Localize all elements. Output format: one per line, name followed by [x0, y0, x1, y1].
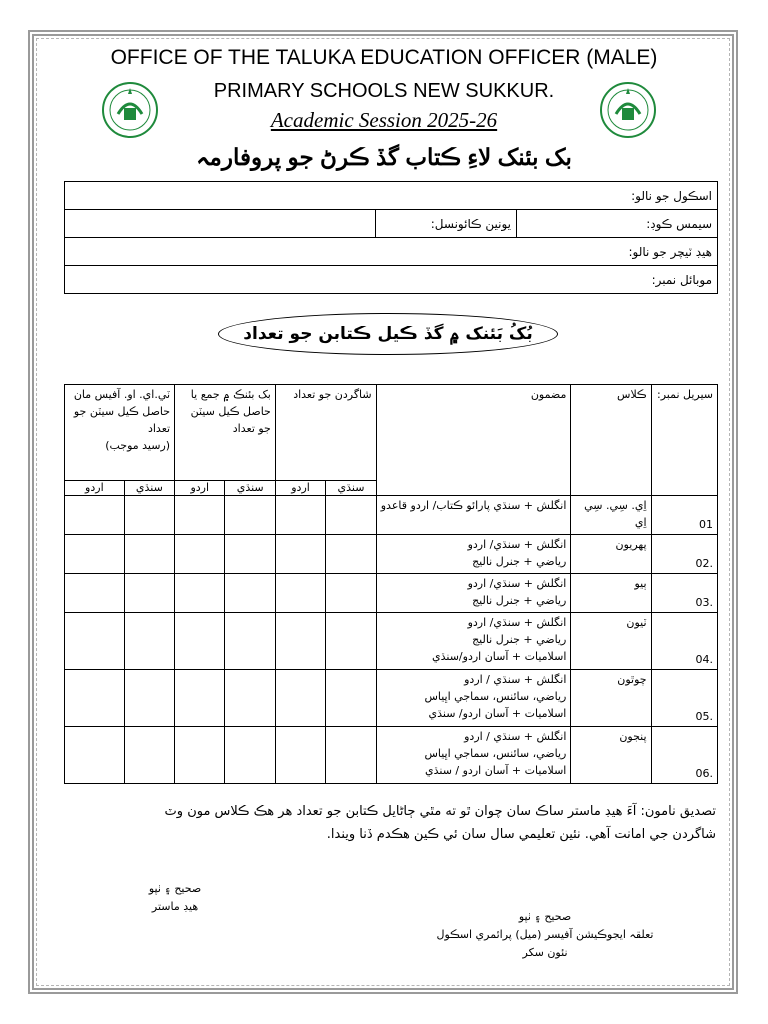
count-cell[interactable]	[225, 670, 275, 727]
signature-stamp-label: صحيح ۽ ٺپو	[148, 882, 202, 895]
count-cell[interactable]	[175, 727, 225, 784]
teo-signature	[400, 908, 690, 962]
teo-label: ٽي.اي. او. آفيس مان حاصل ڪيل سيٽن جو تعداد	[73, 388, 171, 435]
head-master-signature	[130, 880, 220, 916]
row-serial: .05	[651, 670, 717, 727]
count-cell[interactable]	[65, 574, 125, 613]
table-row	[65, 670, 718, 727]
count-cell[interactable]	[175, 496, 225, 535]
count-cell[interactable]	[326, 613, 376, 670]
header-teo-office	[65, 385, 175, 481]
row-class: ٽيون	[571, 613, 651, 670]
count-cell[interactable]	[175, 670, 225, 727]
count-cell[interactable]	[175, 613, 225, 670]
count-cell[interactable]	[124, 670, 174, 727]
count-cell[interactable]	[275, 496, 325, 535]
office-title: OFFICE OF THE TALUKA EDUCATION OFFICER (MALE)	[110, 46, 658, 69]
row-subject: انگلش + سنڌي / اردو رياضي، سائنس، سماجي اڀياس اسلاميات + آسان اردو / سنڌي	[376, 727, 571, 784]
count-cell[interactable]	[326, 727, 376, 784]
teo-note: (رسيد موجب)	[105, 439, 171, 452]
section-title: بُکُ بَئنک ۾ گڏ ڪيل ڪتابن جو تعداد	[218, 313, 558, 355]
row-class: پهريون	[571, 535, 651, 574]
declaration-line-1: تصديق نامون: آءَ هيڊ ماستر ساڪ سان چوان ٿو ته مٿي ڄاڻايل ڪتابن جو تعداد هر هڪ ڪلاس مون وٽ	[164, 804, 716, 819]
row-subject: انگلش + سنڌي/ اردو رياضي + جنرل نالیج	[376, 535, 571, 574]
count-cell[interactable]	[326, 574, 376, 613]
row-class: ٻيو	[571, 574, 651, 613]
count-cell[interactable]	[326, 670, 376, 727]
location-label: نئون سکر	[522, 946, 568, 959]
header-serial: سيريل نمبر:	[651, 385, 717, 496]
row-serial: .03	[651, 574, 717, 613]
sub-sindhi: سنڌي	[124, 481, 174, 496]
count-cell[interactable]	[175, 574, 225, 613]
row-class: چوٿون	[571, 670, 651, 727]
row-serial: 01	[651, 496, 717, 535]
count-cell[interactable]	[275, 613, 325, 670]
head-teacher-field[interactable]: هيڊ ٽيچر جو نالو:	[65, 238, 718, 266]
header-students: شاگردن جو تعداد	[275, 385, 376, 481]
count-cell[interactable]	[275, 574, 325, 613]
count-cell[interactable]	[275, 535, 325, 574]
row-class: پنجون	[571, 727, 651, 784]
row-serial: .02	[651, 535, 717, 574]
table-row	[65, 574, 718, 613]
form-title: بک بئنک لاءِ ڪتاب گڏ ڪرڻ جو پروفارمہ	[196, 144, 572, 170]
head-master-label: هيڊ ماستر	[151, 900, 199, 913]
table-row	[65, 613, 718, 670]
sub-urdu: اردو	[175, 481, 225, 496]
row-class: اِي. سِي. سِي اِي	[571, 496, 651, 535]
count-cell[interactable]	[124, 613, 174, 670]
count-cell[interactable]	[225, 613, 275, 670]
row-serial: .04	[651, 613, 717, 670]
sub-urdu: اردو	[275, 481, 325, 496]
count-cell[interactable]	[65, 670, 125, 727]
header-subject: مضمون	[376, 385, 571, 496]
school-title: PRIMARY SCHOOLS NEW SUKKUR.	[213, 80, 555, 102]
row-subject: انگلش + سنڌي پارائو ڪتاب/ اردو قاعدو	[376, 496, 571, 535]
school-info-table	[64, 181, 718, 294]
count-cell[interactable]	[124, 574, 174, 613]
count-cell[interactable]	[326, 496, 376, 535]
header-class: ڪلاس	[571, 385, 651, 496]
table-row	[65, 535, 718, 574]
count-cell[interactable]	[124, 535, 174, 574]
row-serial: .06	[651, 727, 717, 784]
count-cell[interactable]	[65, 613, 125, 670]
count-cell[interactable]	[275, 670, 325, 727]
row-subject: انگلش + سنڌي/ اردو رياضي + جنرل نالیج	[376, 574, 571, 613]
count-cell[interactable]	[65, 535, 125, 574]
count-cell[interactable]	[225, 727, 275, 784]
row-subject: انگلش + سنڌي / اردو رياضي، سائنس، سماجي اڀياس اسلاميات + آسان اردو/ سنڌي	[376, 670, 571, 727]
session-title: Academic Session 2025-26	[270, 108, 498, 132]
sub-sindhi: سنڌي	[326, 481, 376, 496]
teo-label: تعلقہ ايجوڪيشن آفيسر (ميل) پرائمري اسڪول	[436, 928, 654, 941]
signature-stamp-label: صحيح ۽ ٺپو	[518, 910, 572, 923]
count-cell[interactable]	[225, 535, 275, 574]
count-cell[interactable]	[326, 535, 376, 574]
count-cell[interactable]	[225, 574, 275, 613]
count-cell[interactable]	[275, 727, 325, 784]
semis-code-field[interactable]: سيمس ڪوڊ:	[517, 210, 718, 238]
count-cell[interactable]	[124, 727, 174, 784]
sub-urdu: اردو	[65, 481, 125, 496]
count-cell[interactable]	[65, 727, 125, 784]
count-cell[interactable]	[175, 535, 225, 574]
school-name-field[interactable]: اسڪول جو نالو:	[65, 182, 718, 210]
count-cell[interactable]	[124, 496, 174, 535]
mobile-field[interactable]: موبائل نمبر:	[65, 266, 718, 294]
declaration	[70, 800, 716, 846]
table-row	[65, 496, 718, 535]
blank-cell	[65, 210, 376, 238]
header-book-bank: بک بئنڪ ۾ جمع يا حاصل ڪيل سيٽن جو تعداد	[175, 385, 276, 481]
union-council-field[interactable]: يونين ڪائونسل:	[376, 210, 517, 238]
row-subject: انگلش + سنڌي/ اردو رياضي + جنرل نالیج اسلاميات + آسان اردو/سنڌي	[376, 613, 571, 670]
declaration-line-2: شاگردن جي امانت آهي. نئين تعليمي سال سان ئي ڪين هڪدم ڏنا ويندا.	[326, 827, 716, 842]
table-row	[65, 727, 718, 784]
books-table	[64, 384, 718, 784]
count-cell[interactable]	[65, 496, 125, 535]
count-cell[interactable]	[225, 496, 275, 535]
sub-sindhi: سنڌي	[225, 481, 275, 496]
